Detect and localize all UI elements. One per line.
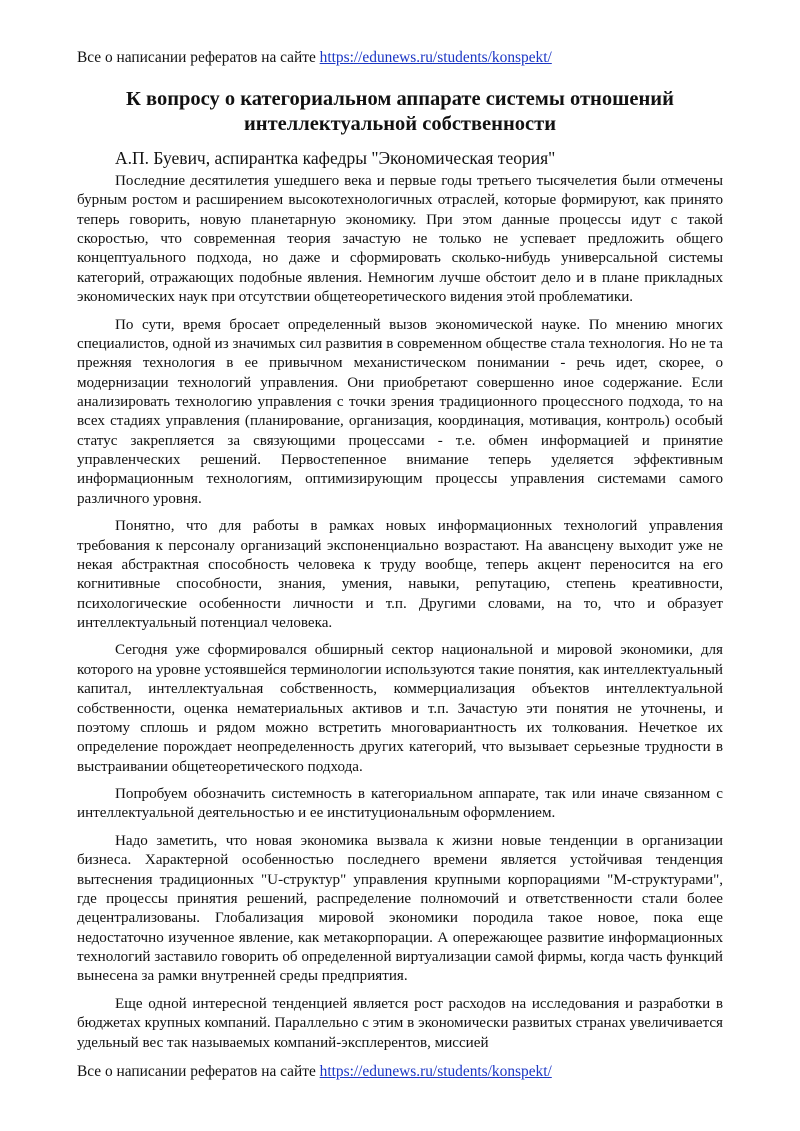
paragraph: Попробуем обозначить системность в категориальном аппарате, так или иначе связанном с интеллектуальной деятельностью и ее институциональным оформлением. <box>77 786 723 822</box>
page-header <box>77 48 552 68</box>
paragraph: Надо заметить, что новая экономика вызвала к жизни новые тенденции в организации бизнеса. Характерной особенностью последнего времени является устойчивая тенденция вытеснения традиционных "U-структур" управления крупными корпорациями "М-структурами", где процессы принятия решений, распределение полномочий и ответственности стали более децентрализованы. Глобализация мировой экономики породила такое новое, пока еще недостаточно изученное явление, как метакорпорации. А опережающее развитие информационных технологий заставило говорить об определенной виртуализации самой фирмы, когда часть функций вынесена за рамки внутренней среды предприятия. <box>77 832 723 985</box>
paragraph: Сегодня уже сформировался обширный сектор национальной и мировой экономики, для которого на уровне устоявшейся терминологии используются такие понятия, как интеллектуальный капитал, интеллектуальная собственность, коммерциализация объектов интеллектуальной собственности, оценка нематериальных активов и т.п. Зачастую эти понятия не уточнены, и поэтому сплошь и рядом можно встретить многовариантность их толкования. Нечеткое их определение порождает неопределенность других категорий, что вызывает серьезные трудности в выстраивании общетеоретического подхода. <box>77 642 723 775</box>
paragraph: По сути, время бросает определенный вызов экономической науке. По мнению многих специалистов, одной из значимых сил развития в современном обществе стала технология. Но не та прежняя технология в ее привычном механистическом понимании - речь идет, скорее, о модернизации технологий управления. Они приобретают совершенно иное содержание. Если анализировать технологию управления с точки зрения традиционного процессного подхода, то на всех стадиях управления (планирование, организация, координация, мотивация, контроль) особый статус закрепляется за связующими процессами - т.е. обмен информацией и принятие управленческих решений. Первостепенное внимание теперь уделяется эффективным информационным технологиям, оптимизирующим процессы управления системами самого различного уровня. <box>77 316 723 507</box>
page-footer <box>77 1062 552 1082</box>
footer-text: Все о написании рефератов на сайте <box>77 1063 316 1080</box>
paragraph: Еще одной интересной тенденцией является рост расходов на исследования и разработки в бюджетах крупных компаний. Параллельно с этим в экономически развитых странах увеличивается удельный вес так называемых компаний-эксплерентов, миссией <box>77 995 723 1051</box>
article-body <box>77 172 723 1061</box>
paragraph: Понятно, что для работы в рамках новых информационных технологий управления требования к персоналу организаций экспоненциально возрастают. На авансцену выходит уже не некая абстрактная способность человека к труду вообще, теперь акцент переносится на его когнитивные способности, знания, умения, навыки, репутацию, степень креативности, психологические особенности личности и т.п. Другими словами, на то, что и образует интеллектуальный потенциал человека. <box>77 518 723 631</box>
paragraph: Последние десятилетия ушедшего века и первые годы третьего тысячелетия были отмечены бурным ростом и расширением высокотехнологичных отраслей, которые формируют, как принято теперь говорить, новую планетарную экономику. При этом данные процессы идут с такой скоростью, что современная теория зачастую не только не успевает предложить общего концептуального подхода, но даже и сформировать сколько-нибудь универсальной системы категорий, отражающих подобные явления. Немногим лучше обстоит дело и в плане прикладных экономических наук при отсутствии общетеоретического видения этой проблематики. <box>77 173 723 306</box>
header-link[interactable]: https://edunews.ru/students/konspekt/ <box>319 49 552 66</box>
footer-link[interactable]: https://edunews.ru/students/konspekt/ <box>319 1063 552 1080</box>
article-title: К вопросу о категориальном аппарате системы отношений интеллектуальной собственности <box>126 88 674 135</box>
header-text: Все о написании рефератов на сайте <box>77 49 316 66</box>
article-author: А.П. Буевич, аспирантка кафедры "Экономическая теория" <box>115 148 556 168</box>
